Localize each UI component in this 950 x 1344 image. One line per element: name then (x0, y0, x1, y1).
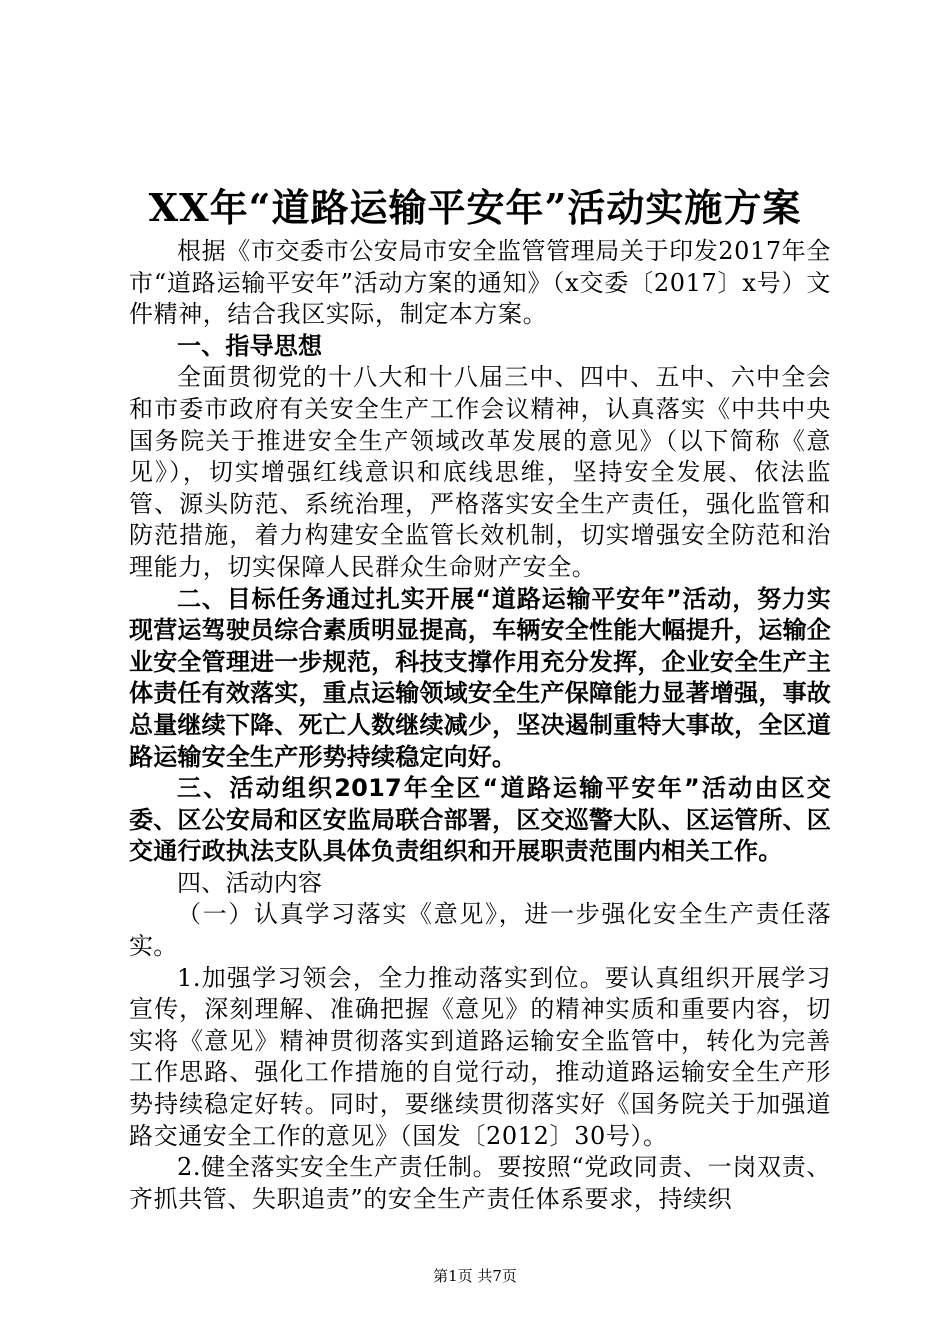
page-footer: 第1页 共7页 (433, 1267, 517, 1285)
item-1-paragraph: 1.加强学习领会，全力推动落实到位。要认真组织开展学习宣传，深刻理解、准确把握《意见》的精神实质和重要内容，切实将《意见》精神贯彻落实到道路运输安全监管中，转化为完善工作思路、强化工作措施的自觉行动，推动道路运输安全生产形势持续稳定好转。同时，要继续贯彻落实好《国务院关于加强道路交通安全工作的意见》（国发〔2012〕30号）。 (129, 963, 831, 1150)
target-task-paragraph: 二、目标任务通过扎实开展“道路运输平安年”活动，努力实现营运驾驶员综合素质明显提高，车辆安全性能大幅提升，运输企业安全管理进一步规范，科技支撑作用充分发挥，企业安全生产主体责任有效落实，重点运输领域安全生产保障能力显著增强，事故总量继续下降、死亡人数继续减少，坚决遏制重特大事故，全区道路运输安全生产形势持续稳定向好。 (129, 584, 831, 771)
subsection-heading-1: （一）认真学习落实《意见》，进一步强化安全生产责任落实。 (129, 900, 831, 961)
guiding-ideology-paragraph: 全面贯彻党的十八大和十八届三中、四中、五中、六中全会和市委市政府有关安全生产工作会议精神，认真落实《中共中央国务院关于推进安全生产领域改革发展的意见》（以下简称《意见》），切实增强红线意识和底线思维，坚持安全发展、依法监管、源头防范、系统治理，严格落实安全生产责任，强化监管和防范措施，着力构建安全监管长效机制，切实增强安全防范和治理能力，切实保障人民群众生命财产安全。 (129, 363, 831, 581)
document-title: XX年“道路运输平安年”活动实施方案 (148, 185, 802, 230)
document-body (129, 236, 831, 1215)
intro-paragraph: 根据《市交委市公安局市安全监管管理局关于印发2017年全市“道路运输平安年”活动方案的通知》（x交委〔2017〕x号）文件精神，结合我区实际，制定本方案。 (129, 237, 831, 329)
section-heading-guiding-ideology: 一、指导思想 (177, 331, 323, 360)
section-heading-activity-content: 四、活动内容 (177, 868, 323, 897)
item-2-paragraph: 2.健全落实安全生产责任制。要按照“党政同责、一岗双责、齐抓共管、失职追责”的安全生产责任体系要求，持续织 (129, 1153, 831, 1213)
activity-organization-paragraph: 三、活动组织2017年全区“道路运输平安年”活动由区交委、区公安局和区安监局联合部署，区交巡警大队、区运管所、区交通行政执法支队具体负责组织和开展职责范围内相关工作。 (129, 774, 831, 866)
